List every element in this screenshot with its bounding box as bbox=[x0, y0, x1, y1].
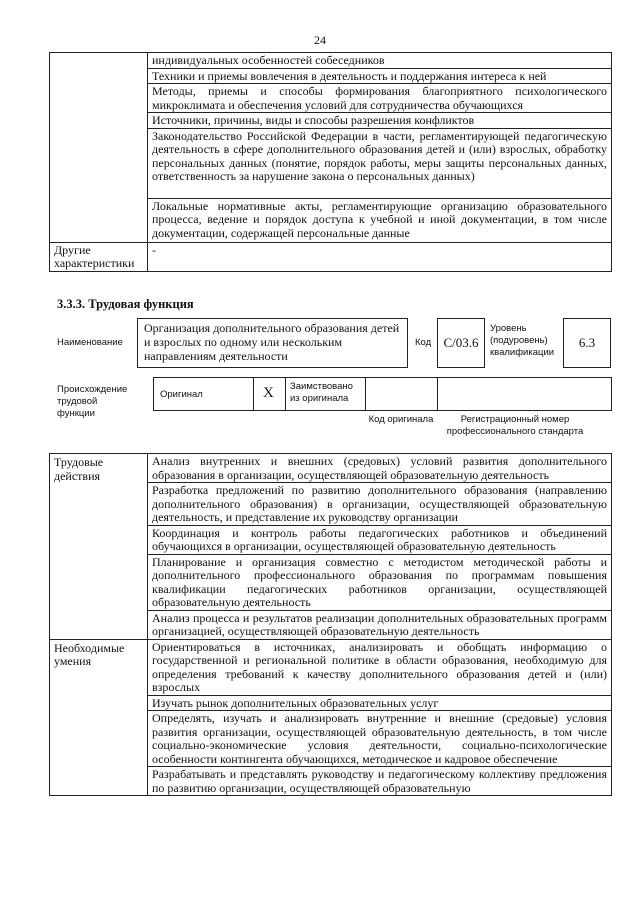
labor-actions-label: Трудовые действия bbox=[50, 454, 148, 640]
code-original-cell bbox=[366, 378, 438, 410]
original-cell bbox=[154, 378, 254, 410]
knowledge-table bbox=[49, 52, 612, 272]
table-cell: Анализ внутренних и внешних (средовых) условий развития дополнительного образования в организации, осуществляющей образовательную деятельность bbox=[148, 454, 612, 483]
table-cell: Источники, причины, виды и способы разрешения конфликтов bbox=[148, 113, 612, 129]
section-title: 3.3.3. Трудовая функция bbox=[57, 297, 194, 311]
table-cell: Определять, изучать и анализировать внутренние и внешние (средовые) условия развития организации, осуществляющей образовательную деятельность, в том числе социально-экономические условия деятельности, социально-психологические особенности контингента обучающихся, методическое и кадровое обеспечение bbox=[148, 711, 612, 767]
table-row bbox=[50, 639, 612, 695]
original-label: Оригинал bbox=[160, 389, 203, 400]
level-label: Уровень (подуровень) квалификации bbox=[490, 323, 555, 358]
table-cell: Ориентироваться в источниках, анализировать и обобщать информацию о государственной и региональной политике в области образования, необходимую для определения требований к качеству дополнительного образования детей и (или) взрослых bbox=[148, 639, 612, 695]
table-cell-empty bbox=[50, 53, 148, 243]
table-cell: Техники и приемы вовлечения в деятельность и поддержания интереса к ней bbox=[148, 68, 612, 84]
row-label: Другие характеристики bbox=[50, 242, 148, 271]
original-mark-cell bbox=[254, 378, 286, 410]
table-cell: индивидуальных особенностей собеседников bbox=[148, 53, 612, 69]
function-name-value: Организация дополнительного образования детей и взрослых по одному или нескольким направлениям деятельности bbox=[137, 318, 408, 368]
table-cell: Локальные нормативные акты, регламентирующие организацию образовательного процесса, ведение и порядок доступа к учебной и иной документации, в том числе документации, содержащей персональные данные bbox=[148, 198, 612, 242]
original-mark: X bbox=[263, 385, 274, 401]
code-label: Код bbox=[415, 337, 432, 348]
reg-number-label: Регистрационный номер профессионального стандарта bbox=[446, 414, 584, 437]
table-cell: Разрабатывать и представлять руководству и педагогическому коллективу предложения по развитию организации, осуществляющей образовательную bbox=[148, 767, 612, 796]
qualification-level-value: 6.3 bbox=[563, 318, 611, 368]
name-label: Наименование bbox=[57, 337, 123, 348]
table-cell: Разработка предложений по развитию дополнительного образования (направлению дополнительного образования) в организации, осуществляющей образовательную деятельность, и представление их руководству организации bbox=[148, 483, 612, 526]
page-number: 24 bbox=[314, 33, 326, 47]
origin-row bbox=[153, 377, 612, 411]
table-cell: Координация и контроль работы педагогических работников и объединений обучающихся в организации, осуществляющей образовательную деятельность bbox=[148, 525, 612, 554]
table-cell: Изучать рынок дополнительных образовательных услуг bbox=[148, 695, 612, 711]
table-cell: - bbox=[148, 242, 612, 271]
table-row bbox=[50, 454, 612, 483]
labor-function-table bbox=[49, 453, 612, 796]
code-original-label: Код оригинала bbox=[368, 414, 434, 425]
table-cell: Законодательство Российской Федерации в части, регламентирующей педагогическую деятельность в сфере дополнительного образования детей и (или) взрослых, обработку персональных данных (понятие, порядок работы, меры защиты персональных данных, ответственность за нарушение закона о персональных данных) bbox=[148, 128, 612, 198]
borrowed-label: Заимствовано из оригинала bbox=[290, 381, 353, 404]
borrowed-cell bbox=[286, 378, 366, 410]
table-row bbox=[50, 242, 612, 271]
function-code-value: С/03.6 bbox=[437, 318, 485, 368]
skills-label: Необходимые умения bbox=[50, 639, 148, 796]
table-row bbox=[50, 53, 612, 69]
table-cell: Планирование и организация совместно с методистом методической работы и дополнительного профессионального образования по программам повышения квалификации педагогических работников организации, осуществляющей образовательную деятельность bbox=[148, 554, 612, 610]
origin-label: Происхождение трудовой функции bbox=[57, 384, 128, 419]
table-cell: Методы, приемы и способы формирования благоприятного психологического микроклимата и обеспечения условий для сотрудничества обучающихся bbox=[148, 84, 612, 113]
table-cell: Анализ процесса и результатов реализации дополнительных образовательных программ организацией, осуществляющей образовательную деятельность bbox=[148, 610, 612, 639]
